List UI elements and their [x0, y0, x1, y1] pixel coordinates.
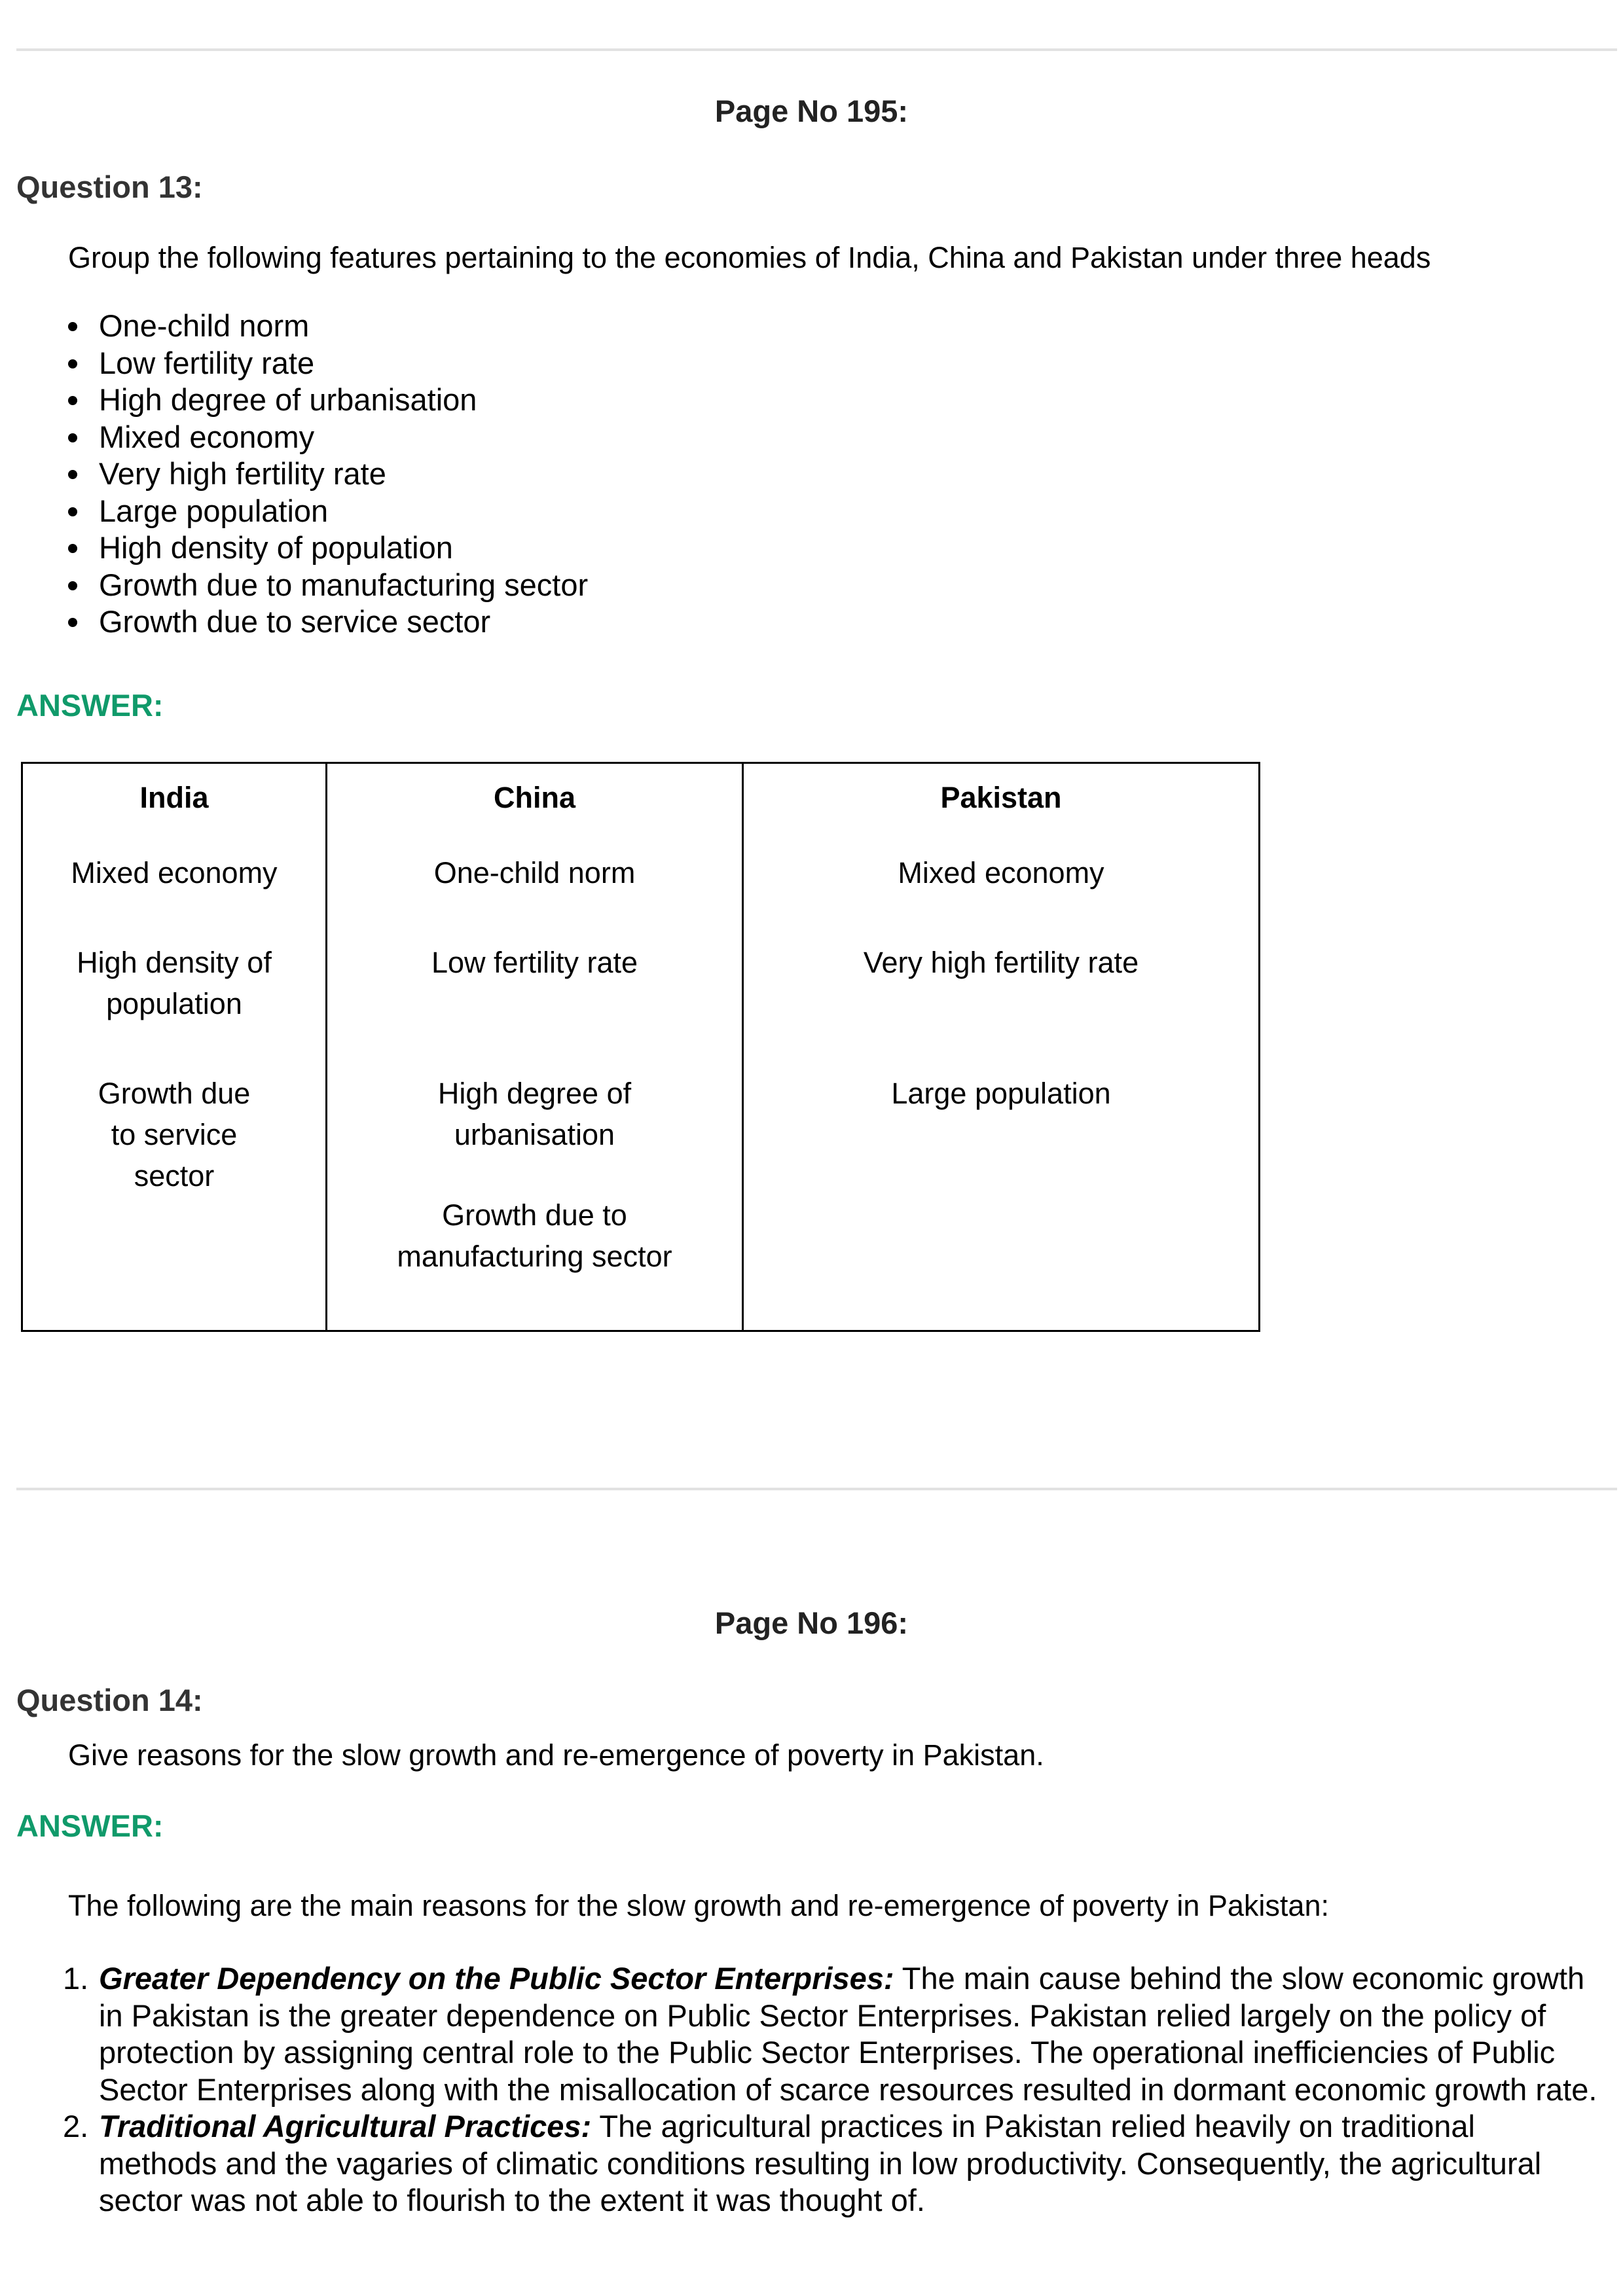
reasons-list	[0, 1960, 1597, 2219]
bullet-icon	[68, 359, 77, 368]
reason-text: The agricultural practices in Pakistan relied heavily on traditional methods and the vagaries of climatic conditions resulting in low productivity. Consequently, the agricultural sector was not able to flourish to the extent it was thought of.	[99, 2109, 1542, 2217]
answer-label: ANSWER:	[16, 1808, 164, 1843]
list-item	[0, 603, 588, 641]
list-number: 1.	[63, 1961, 89, 1996]
section-divider	[16, 1488, 1617, 1490]
list-item	[0, 567, 588, 604]
bullet-icon	[68, 544, 77, 553]
list-item-text: Large population	[99, 493, 329, 528]
list-item-text: One-child norm	[99, 308, 310, 343]
table-cell: Low fertility rate	[431, 946, 638, 979]
reason-heading: Traditional Agricultural Practices:	[99, 2109, 592, 2144]
list-item	[0, 419, 588, 456]
features-list	[0, 308, 588, 641]
table-row	[22, 763, 1260, 1331]
answer-intro: The following are the main reasons for the slow growth and re-emergence of poverty in Pakistan:	[68, 1889, 1329, 1922]
list-item-text: Very high fertility rate	[99, 456, 386, 491]
list-item-text: High density of population	[99, 530, 453, 565]
answer-table	[21, 762, 1260, 1332]
list-item	[0, 2108, 1597, 2219]
column-china	[327, 763, 743, 1331]
table-cell: Mixed economy	[898, 856, 1104, 889]
list-item	[0, 382, 588, 419]
column-header: India	[139, 781, 209, 814]
list-item-text: Growth due to service sector	[99, 604, 491, 639]
bullet-icon	[68, 470, 77, 479]
question-title: Question 14:	[16, 1683, 203, 1717]
table-cell: Very high fertility rate	[863, 946, 1139, 979]
reason-heading: Greater Dependency on the Public Sector Enterprises:	[99, 1961, 894, 1996]
column-header: China	[493, 781, 575, 814]
table-cell: Growth due to service sector	[98, 1077, 251, 1193]
answer-label: ANSWER:	[16, 688, 164, 723]
reason-text: The main cause behind the slow economic growth in Pakistan is the greater dependence on Public Sector Enterprises. Pakistan relied largely on the policy of protection by assigning central role to the Public Sector Enterprises. The operational inefficiencies of Public Sector Enterprises along with the misallocation of scarce resources resulted in dormant economic growth rate.	[99, 1961, 1597, 2107]
bullet-icon	[68, 322, 77, 331]
question-text: Group the following features pertaining to the economies of India, China and Pakistan under three heads	[68, 241, 1431, 274]
list-item-text: Mixed economy	[99, 419, 315, 454]
bullet-icon	[68, 618, 77, 627]
list-item	[0, 345, 588, 382]
bullet-icon	[68, 433, 77, 442]
list-item	[0, 493, 588, 530]
question-text: Give reasons for the slow growth and re-emergence of poverty in Pakistan.	[68, 1738, 1044, 1772]
column-header: Pakistan	[940, 781, 1062, 814]
bullet-icon	[68, 581, 77, 590]
list-item	[0, 1960, 1597, 2108]
list-item	[0, 529, 588, 567]
table-cell: Growth due to manufacturing sector	[397, 1198, 672, 1273]
bullet-icon	[68, 507, 77, 516]
list-number: 2.	[63, 2109, 89, 2144]
table-cell: Large population	[891, 1077, 1111, 1110]
question-title: Question 13:	[16, 170, 203, 204]
column-pakistan	[743, 763, 1260, 1331]
bullet-icon	[68, 396, 77, 405]
list-item-text: Growth due to manufacturing sector	[99, 567, 589, 602]
list-item-text: High degree of urbanisation	[99, 382, 477, 417]
table-cell: One-child norm	[433, 856, 636, 889]
page-number-heading: Page No 195:	[714, 94, 909, 128]
list-item-text: Low fertility rate	[99, 345, 315, 380]
page-number-heading: Page No 196:	[714, 1605, 909, 1640]
table-cell: High degree of urbanisation	[437, 1077, 632, 1151]
table-cell: Mixed economy	[71, 856, 278, 889]
column-india	[22, 763, 327, 1331]
table-cell: High density of population	[77, 946, 272, 1020]
top-divider	[16, 48, 1617, 51]
list-item	[0, 308, 588, 345]
list-item	[0, 456, 588, 493]
